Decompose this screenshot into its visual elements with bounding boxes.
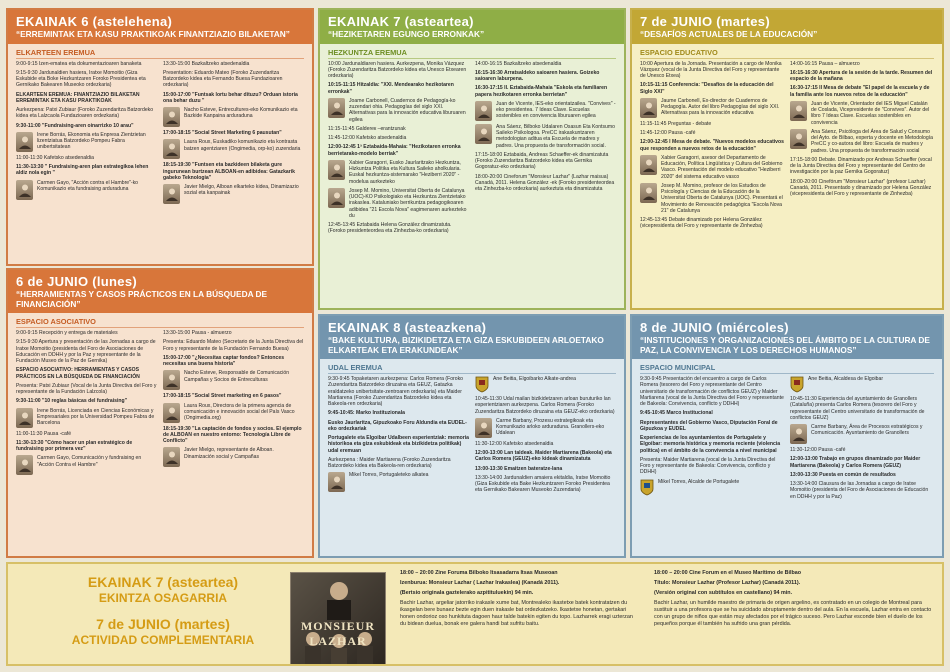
panel-7-de-junio bbox=[630, 8, 944, 310]
schedule-item: 15:00-17:00 "Funtsak lortu behar dituzu? Orduan istoria ona behar duzu " bbox=[163, 91, 298, 104]
schedule-item: 11:30-12:00 Pausa -café bbox=[790, 447, 846, 454]
schedule-item: 16:30-17:15 II Mesa de debate "El papel de la escuela y de la familia ante los nuevos retos de la educación" bbox=[790, 85, 930, 98]
activity-title: ACTIVIDAD COMPLEMENTARIA bbox=[71, 633, 255, 647]
schedule-item: 10:45-11:30 Experiencia del ayuntamiento de Granollers (Cataluña) presenta Carlos Romera (tesorero del Foro y representante del Centro universitario de transformación de conflictos GEUZ) bbox=[790, 396, 925, 421]
theme-title: “HEZIKETAREN EGUNGO ERRONKAK” bbox=[328, 29, 485, 39]
speaker bbox=[163, 403, 304, 423]
schedule-item: Portugalete eta Elgoibar Udalbeеn esperientziak: memoria historikoa eta giza eskubideak eta bizikidetza politikak) udal eremuan bbox=[328, 435, 469, 454]
speaker bbox=[163, 184, 304, 204]
panel-header bbox=[320, 10, 624, 44]
schedule-item: 12:00-13:00 Trabajo en grupos dinamizado por Maider Martiarena (Bakeola) y Carlos Romera (GEUZ) bbox=[790, 456, 921, 469]
speaker-photo-icon bbox=[163, 447, 180, 467]
schedule-item: Aurkezpena : Maider Martiarena (Foroko Zuzendaritza Batzordeko kidea eta Bakeola-ren ordezkaria) bbox=[328, 456, 451, 470]
schedule-item: 18:15-19:30 "La captación de fondos y socios. El ejemplo de ALBOAN en nuestro entorno: Tecnología Libre de Conflicto" bbox=[163, 425, 302, 445]
schedule-item: 11:15-11:45 Preguntas - debate bbox=[640, 120, 712, 127]
speaker-photo-icon bbox=[16, 455, 33, 475]
speaker-photo-icon bbox=[16, 132, 33, 152]
schedule-item: 14:00-16:15 Pausa – almuerzo bbox=[790, 60, 860, 67]
complementary-activity-panel bbox=[6, 562, 944, 666]
schedule-item: Presentation: Eduardo Mateo (Foroko Zuzendaritza Batzordeko kidea eta Fernando Buesa Fundazioaren ordezkaria) bbox=[163, 69, 283, 89]
speaker-bio: Joame Carbonell, Cuadernos de Pedagogía-ko zuzendari ohia. Pedagogías del siglo XXI. Alternativas para la innovación educativa liburuaren egilea bbox=[349, 97, 466, 123]
speaker-bio: Carme Barbany, Área de Procesos estratégicos y Comunicación. Ayuntamiento de Granollers bbox=[811, 424, 923, 437]
schedule-item: 13:00-13:30 Emaitzen bateratze-lana bbox=[475, 465, 563, 472]
speaker-photo-icon bbox=[163, 107, 180, 127]
speaker-bio: Nacho Esteve, Entrecultures-eko Komunikazio eta Bazkide Kanpaina arduraduna bbox=[184, 107, 298, 120]
speaker bbox=[640, 183, 784, 214]
section-title: ESPACIO ASOCIATIVO bbox=[16, 317, 304, 328]
section-title: HEZKUNTZA EREMUA bbox=[328, 48, 616, 59]
schedule-item: Experiencias de los ayuntamientos de Portugalete y Elgoibar: memoria histórica y memoria reciente (violencia política) en el ámbito de la convivencia a nivel municipal bbox=[640, 435, 781, 454]
speaker bbox=[328, 160, 469, 185]
theme-title: “ERREMINTAK ETA KASU PRAKTIKOAK FINANTZIAZIO BILAKETAN” bbox=[16, 29, 290, 39]
speaker-photo-icon bbox=[475, 101, 492, 121]
schedule-item: 9:30-11:00 "Fundraising-aren oinarrizko 10 arau" bbox=[16, 122, 134, 129]
speaker-bio: Laura Roux, Directora de la primera agencia de comunicación e innovación social del País Vasco (Ongimedia.org) bbox=[184, 402, 295, 422]
speaker bbox=[640, 155, 784, 180]
speaker bbox=[475, 101, 616, 121]
film-synopsis: Bachir Lazhar, argeliar jatorriko irakasle xume bat, Montrealeko ikastetxe batek kontratatzen du ikasgelan bere bunaez bezte egin duen irakasle bat ordezkatzeko. Ikastetxe honetan, gertakari honen ondorioz oso hunkituta dagoen haur talde batekin egiten du topo. Lazharrek eragi uzterzan du bidean dueluа, bonak ere galera handi bat sufritu baitu. bbox=[400, 600, 633, 628]
schedule-item: Presenta: Eduardo Mateo (Secretario de la Junta Directiva del Foro y representante de la Fundación Fernando Buesa) bbox=[163, 339, 304, 352]
speaker bbox=[475, 376, 616, 393]
speaker-bio: Ana Sáenz, Psicóloga del Área de Salud y Consumo del Ayto. de Bilbao, experta y docente en Metodología PreCC y co-autora del libro: Escuela de madres y padres. Una propuesta de transformación social bbox=[811, 128, 933, 154]
speaker-photo-icon bbox=[475, 418, 492, 438]
speaker-bio: Carmen Gayo, "Acción contra el Hambre"-ko Komunikazio eta fundraising arduraduna bbox=[37, 179, 139, 192]
speaker-bio: Javier Mielgo, Alboan elkarteko kidea, Dinamizazio sozial eta kanpainak bbox=[184, 184, 299, 197]
schedule-item: 11:00-11:30 Pausa -café bbox=[16, 430, 72, 437]
schedule-item: 11:45-12:00 Pausa -café bbox=[640, 130, 696, 137]
theme-title: “INSTITUCIONES Y ORGANIZACIONES DEL ÁMBITO DE LA CULTURA DE PAZ, LA CONVIVENCIA Y LOS DERECHOS HUMANOS” bbox=[640, 335, 930, 355]
speaker-photo-icon bbox=[790, 129, 807, 149]
speaker bbox=[163, 139, 304, 159]
schedule-item: 12:00-13:00 Lan taldeak. Maider Martiarena (Bakeola) eta Carlos Romera (GEUZ)-eko kideak dinamizatuta bbox=[475, 450, 612, 463]
speaker bbox=[163, 447, 304, 467]
panel-8-de-junio bbox=[630, 314, 944, 558]
speaker-photo-icon bbox=[475, 124, 492, 144]
day-heading: EKAINAK 6 (astelehena) bbox=[16, 14, 173, 29]
schedule-item: 11:15-11:45 Galdereк –erantzunak bbox=[328, 125, 406, 132]
film-synopsis: Bachir Lazhar, un humilde maestro de primaria de origen argelino, es contratado en un colegio de Montreal para sustituir a una profesora que se ha suicidado abruptamente dentro del aula. En la escuela, Lazhar entra en contacto con un grupo de niños que están muy afectados por el trágico suceso. Pero Lazhar esconde bien el duelo de los pequeños porque él también ha sufrido una gran pérdida. bbox=[654, 600, 932, 628]
schedule-item: Presenta: Maider Martiarena (vocal de la Junta Directiva del Foro y representante de Bakeola: Convivencia, conflicto y DDHH) bbox=[640, 456, 776, 476]
speaker-bio: Irene Borrás, Licenciada en Ciencias Económicas y Empresariales por la Universidad Pompeu Fabra de Barcelona bbox=[37, 407, 155, 427]
schedule-item: ELKARTEEN EREMUA: FINANTZIAZIO BILAKETAN ERREMINTAK ETA KASU PRAKTIKOAK bbox=[16, 91, 140, 104]
schedule-item: Representantes del Gobierno Vasco, Diputación Foral de Gipuzkoa y EUDEL bbox=[640, 419, 778, 432]
day-heading: 8 de JUNIO (miércoles) bbox=[640, 320, 789, 335]
section-title: UDAL EREMUA bbox=[328, 363, 616, 374]
speaker-photo-icon bbox=[328, 472, 345, 492]
speaker bbox=[640, 479, 784, 496]
speaker bbox=[328, 98, 469, 123]
schedule-item: 13:30-14:00 Jardunaldien amaiera ekitaldia, Iratxe Momoitio (Giza Eskubide eta Bake Hezkuntzaren Foroko Presidentea eta Gernikako Bakearen Museoko Zuzendaria) bbox=[475, 474, 611, 494]
speaker bbox=[640, 98, 784, 118]
schedule-item: 18:00-20:00 Cinefórum "Monsieur Lazhar" (profesor Lazhar) Canadá, 2011. Presentado y dinamizado por Helena González (vicepresidenta del Foro y representante de Zinhezba) bbox=[790, 178, 932, 198]
schedule-item: 18:15-19:30 "Funtsen eta bazkideen bilaketa gure ingurunean burtzean ALBOAN-en adibidea: Gatazkarik gabeko Teknologia" bbox=[163, 162, 295, 181]
municipal-crest-icon bbox=[475, 376, 489, 393]
day-heading: 6 de JUNIO (lunes) bbox=[16, 274, 137, 289]
film-version: (Bertsio originala gaztelerako azpitituluekin) 94 min. bbox=[400, 590, 534, 597]
speaker bbox=[475, 418, 616, 438]
schedule-item: 9:00-9:15 Recepción y entrega de materiales bbox=[16, 330, 118, 337]
theme-title: “HERRAMIENTAS Y CASOS PRÁCTICOS EN LA BÚSQUEDA DE FINANCIACIÓN” bbox=[16, 289, 268, 309]
speaker-photo-icon bbox=[790, 101, 807, 121]
speaker-bio: Ana Sáenz, Bilboko Udalaren Osasun Eta Kontsumo Saileko Psikologoa. PreCC irakaskuntzaren metodologian adituа eta Escuela de madres y padres. Una propuesta de transformación social. bbox=[496, 123, 615, 149]
film-description-es bbox=[654, 570, 936, 631]
panel-ekainak-8 bbox=[318, 314, 626, 558]
speaker bbox=[163, 370, 304, 390]
speaker-photo-icon bbox=[163, 184, 180, 204]
film-title: Título: Monsieur Lazhar (Profesor Lazhar) (Canadá 2011). bbox=[654, 580, 801, 587]
municipal-crest-icon bbox=[640, 479, 654, 496]
speaker-photo-icon bbox=[328, 98, 345, 118]
film-schedule: 18:00 – 20:00 Cine Forum en el Museo Marítimo de Bilbao bbox=[654, 570, 802, 576]
schedule-item: 13:00-13:30 Puesta en común de resultados bbox=[790, 471, 896, 478]
speaker-bio: Irene Borrás, Ekonomia eta Enpresa Zientzietan lizentziatua Batzordeko Pompeu Fabra unibertsitatean bbox=[37, 131, 146, 151]
theme-title: “BAKE KULTURA, BIZIKIDETZA ETA GIZA ESKUBIDEEN ARLOETAKO ELKARTEAK ETA ERAKUNDEAK” bbox=[328, 335, 604, 355]
schedule-item: Euskо Jaurlaritza, Gipuzkoako Foru Aldundia eta EUDEL-eko ordezkariak bbox=[328, 419, 467, 432]
day-heading: EKAINAK 7 (asteartea) bbox=[328, 14, 474, 29]
panel-header bbox=[320, 316, 624, 359]
speaker-bio: Nacho Esteve, Responsable de Comunicación Campañas y Socios de Entreculturas bbox=[184, 370, 290, 383]
speaker-bio: Javier Mielgo, representante de Alboan. Dinamización social y Campañas bbox=[184, 447, 274, 460]
film-poster-title: MONSIEUR LAZHAR bbox=[300, 619, 375, 648]
day-heading: 7 de JUNIO (martes) bbox=[640, 14, 770, 29]
section-title: ESPACIO MUNICIPAL bbox=[640, 363, 934, 374]
schedule-item: 12:00-12:45 I Mesa de debate. "Nuevos modelos educativos que responden a nuevos retos de la educación" bbox=[640, 139, 784, 152]
schedule-item: 17:00-18:15 "Social Street marketing en 6 pasos" bbox=[163, 393, 282, 400]
speaker bbox=[790, 376, 934, 393]
schedule-item: 14:00-16:15 Bazkaltzeko atsedenaldia bbox=[475, 60, 562, 67]
speaker-photo-icon bbox=[16, 180, 33, 200]
film-title: Izenburua: Monsieur Lazhar ( Lazhar Irakaslea) (Kanadá 2011). bbox=[400, 580, 560, 587]
theme-title: “DESAFÍOS ACTUALES DE LA EDUCACIÓN” bbox=[640, 29, 818, 39]
schedule-item: 10:00 Jardunaldiaren hasiera. Aurkezpena, Monika Vázquez (Foroko Zuzendaritza Batzordeko kidea eta Unesco Etxearen ordezkaria) bbox=[328, 60, 467, 80]
complementary-activity-heading-es bbox=[48, 616, 278, 647]
speaker bbox=[790, 101, 934, 126]
schedule-item: 13:30-15:00 Bazkaltzeko atsedenaldia bbox=[163, 60, 250, 67]
speaker bbox=[16, 455, 157, 475]
schedule-item: 12:45-13:45 Eztabaida Helena González dinamizatuta. (Foroko presidenteordea eta Zinhezba-ko ordezkaria) bbox=[328, 222, 452, 235]
speaker-bio: Juan de Vicente, IES-eko orientatzailea. "Convives" -eko presidentea. 7 Ideas Clave. Escuelas sostenibles en convivencia liburuaren egilea bbox=[496, 100, 616, 120]
day-heading: EKAINAK 8 (asteazkena) bbox=[328, 320, 487, 335]
speaker bbox=[16, 132, 157, 152]
schedule-item: 11:30-13:30 " Fundraising-aren plan estrategikoa lehen aldiz nola egin " bbox=[16, 164, 149, 177]
speaker-bio: Josep M. Momino, Universitat Oberta de Catalunya (UOC)-KO Psikologiako eta Hezkuntza Zientzietako irakaslea. Kataluniako berrikuntza pedagogikoaren adibidea "21 Escola Nova" eagimenaren aurkezteko du bbox=[349, 187, 467, 219]
speaker-bio: Xabier Garagorri, Euskо Jaurlaritzako Hezkuntza, Hizkuntza Politika eta Kultura Saileko aholkularia. Euskal hezkuntza-sistemarako "Heziberri 2020" -modeluа aurkezteko bbox=[349, 159, 461, 185]
speaker-bio: Mikel Torres, Alcalde de Portugalete bbox=[658, 478, 740, 485]
schedule-item: 17:15-18:00 Debate. Dinamizado por Andreas Schaeffer (vocal de la Junta Directiva del Foro y representante del Centro de investigación por la paz Gernika Gogoratuz) bbox=[790, 156, 932, 176]
speaker bbox=[790, 129, 934, 154]
speaker-bio: Carmen Gayo, Comunicación y fundraising en "Acción Contra el Hambre" bbox=[37, 455, 142, 468]
speaker bbox=[790, 424, 934, 444]
schedule-item: 12:00-12:45 1ª Eztabaida-Mahaia: "Hezikotaren erronka berrietarako-modelo berriak" bbox=[328, 144, 461, 157]
speaker bbox=[16, 408, 157, 428]
speaker-bio: Ane Beitia, Alcaldesa de Elgoibar bbox=[808, 376, 884, 383]
schedule-item: 9:30-9:45 Presentación del encuentro a cargo de Carlos Romera (tesorero del Foro y representante del Centro universitario de transformación de conflictos GEUZ) y Maider Martiarena (vocal de la Junta Directiva del Foro y representante de Bakeola: Convivencia, conflicto y DDHH) bbox=[640, 376, 784, 408]
schedule-item: 16:15-16:30 Arratsaldeko saioaren hasiera. Goizeko saioaren laburpena. bbox=[475, 69, 600, 83]
schedule-item: Presenta: Patxi Zubiaur (Vocal de la Junta Directiva del Foro y representante de la Fundación Lalzcola) bbox=[16, 382, 157, 396]
panel-header bbox=[8, 10, 312, 44]
schedule-item: 13:30-15:00 Pausa - almuerzo bbox=[163, 330, 232, 337]
schedule-item: 11:00-11:30 Kafetsko atsedenaldia bbox=[16, 154, 94, 161]
speaker bbox=[475, 124, 616, 149]
schedule-item: 10:15-11:15 Hitzaldia: "XXI. Mendearako hezikotaren erronkak" bbox=[328, 82, 454, 95]
activity-title: EKINTZA OSAGARRIA bbox=[98, 591, 228, 605]
speaker-photo-icon bbox=[328, 188, 345, 208]
schedule-item: 10:00 Apertura de la Jornada. Presentación a cargo de Monika Vázquez (vocal de la Junta Directiva del Foro y representante de Unesco Etxea) bbox=[640, 60, 782, 80]
schedule-item: 18:00-20:00 Cineforum "Monsieur Lazhar" (Lazhar maisua) Canadá, 2011. Helena González -ek (Foroko presidenteordea eta Zinhezba-ko ordezkaria) aurkeztuta eta dinamizatuta bbox=[475, 173, 615, 193]
speaker bbox=[16, 180, 157, 200]
film-description-eu bbox=[400, 570, 640, 631]
speaker-photo-icon bbox=[640, 183, 657, 203]
film-schedule: 18:00 – 20:00 Zine Foruma Bilboko Itsasadarra Itsas Museoan bbox=[400, 570, 558, 576]
section-title: ESPACIO EDUCATIVO bbox=[640, 48, 934, 59]
schedule-item: 9:30-9:45 Topaketaren aurkezpena: Carlos Romera (Foroko Zuzendaritza Batzordeko diruzaina eta GEUZ, Gatazka eraldatzeko unibertsitate-zentroaren ordezkaria) eta Maider Martiarena (Foroko Zuzendaritza Batzordeko kidea eta Bakeola-ren ordezkaria) bbox=[328, 376, 463, 408]
speaker-photo-icon bbox=[640, 98, 657, 118]
speaker-photo-icon bbox=[163, 370, 180, 390]
schedule-item: 11:30-13:30 "Cómo hacer un plan estratégico de fundraising por primera vez" bbox=[16, 439, 133, 453]
schedule-item: 15:00-17:00 "¿Necesitas captar fondos? Entonces necesitas una buena historia" bbox=[163, 354, 285, 368]
schedule-item: 9:45-10:45: Marko Instituzionala bbox=[328, 410, 405, 417]
speaker bbox=[163, 107, 304, 127]
panel-6-de-junio bbox=[6, 268, 314, 558]
schedule-item: 17:15-18:00 Eztabaida, Andreas Schaeffer-ek dinamizatuta (Foroko Zuzendaritza Batzordeko kidea eta Gernika Gogoratuz-eko ordezkaria) bbox=[475, 151, 609, 171]
schedule-item: 9:45-10:45 Marco Institucional bbox=[640, 410, 713, 417]
schedule-item: Aurkezpena: Patxi Zubiaur (Foroko Zuzendaritza Batzordeko kidea eta Lalzcaola Fundazioaren ordezkaria) bbox=[16, 107, 154, 120]
schedule-item: 16:30-17:15 II. Eztabaida-Mahaia "Eskola eta familiaren papera hezikotaren erronka berrietan" bbox=[475, 85, 608, 98]
speaker-bio: Juan de Vicente, Orientador del IES Miguel Catalán de Coslada, Vicepresidente de "Convives". Autor del libro 7 Ideas Clave. Escuelas sostenibles en convivencia bbox=[811, 100, 930, 126]
schedule-item: 10:15-11:15 Conferencia: "Desafíos de la educación del Siglo XXI" bbox=[640, 82, 774, 95]
day-heading: 7 de JUNIO (martes) bbox=[96, 616, 230, 632]
schedule-item: ESPACIO ASOCIATIVO: HERRAMIENTAS Y CASOS PRÁCTICOS EN LA BÚSQUEDA DE FINANCIACIÓN bbox=[16, 367, 140, 380]
speaker-bio: Xabier Garagorri, asesor del Departamento de Educación, Política Lingüística y Cultura del Gobierno Vasco. Presentación del modelo educativo "Heziberri 2020" del sistema educativo vasco bbox=[661, 154, 783, 180]
schedule-item: 13:30-14:00 Clausura de las Jornadas a cargo de Iratxe Momoitio (presidenta del Foro de Asociaciones de Educación en DDHH y por la Paz) bbox=[790, 481, 929, 500]
panel-header bbox=[8, 270, 312, 313]
speaker-photo-icon bbox=[640, 155, 657, 175]
speaker-photo-icon bbox=[328, 160, 345, 180]
schedule-item: 16:15-16:30 Apertura de la sesión de la tarde. Resumen del espacio de la mañana bbox=[790, 69, 933, 83]
schedule-item: 9:00-9:15 Izen-emateа eta dokumentazioaren banaketa bbox=[16, 60, 142, 67]
schedule-item: 10:45-11:30 Udal mailan bizikidetzaren arloan buruturiko lan esperientziaren aurkezpena. Carlos Romera (Foroko Zuzendaritza Batzordeko diruzaina eta GEUZ-eko ordezkaria) bbox=[475, 396, 615, 415]
speaker-photo-icon bbox=[163, 403, 180, 423]
schedule-item: 12:45-13:45 Debate dinamizado por Helena González (vicepresidenta del Foro y representante de Zinhezba) bbox=[640, 217, 763, 230]
speaker-bio: Carme Barbany, Prozesu estrategikoak eta Komunikazio arloko arduraduna. Granollers-eko Udalean bbox=[496, 417, 605, 437]
panel-header bbox=[632, 10, 942, 44]
schedule-item: 17:00-18:15 "Social Street Marketing 6 pausutan" bbox=[163, 130, 282, 137]
speaker-photo-icon bbox=[16, 408, 33, 428]
speaker-photo-icon bbox=[163, 139, 180, 159]
speaker-bio: Ane Beitia, Elgoibarko Alkate-andrea bbox=[493, 376, 576, 383]
schedule-item: 11:30-12:00 Kafetsko atsedenaldia bbox=[475, 440, 554, 447]
panel-ekainak-7 bbox=[318, 8, 626, 310]
film-poster bbox=[290, 572, 386, 666]
panel-header bbox=[632, 316, 942, 359]
schedule-item: 9:15-9:30 Apertura y presentación de las Jornadas a cargo de Iratxe Momoitio (presidenta del Foro de Asociaciones de Educación en DDHH y por la Paz y representante de la Fundación Museo de la Paz de Gernika) bbox=[16, 339, 156, 365]
speaker-bio: Jaume Carbonell, Ex-director de Cuadernos de Pedagogía. Autor del libro Pedagogías del siglo XXI. Alternativas para la innovación educativa bbox=[661, 97, 780, 117]
complementary-activity-heading-eu bbox=[48, 574, 278, 605]
film-version: (Versión original con subtítulos en castellano) 94 min. bbox=[654, 590, 793, 597]
speaker-bio: Mikel Torres, Portugaleteko alkatea bbox=[349, 472, 429, 479]
speaker bbox=[328, 188, 469, 219]
section-title: ELKARTEEN EREMUA bbox=[16, 48, 304, 59]
speaker bbox=[328, 472, 469, 492]
day-heading: EKAINAK 7 (asteartea) bbox=[87, 574, 239, 590]
schedule-item: 9:15-9:30 Jardunaldien hasiera, Iratxe Momoitio (Gizа Eskubide eta Boke Hezkuntzaren Foroko Presidentea eta Gernikako Bakearen Museoko ordezkaria) bbox=[16, 69, 146, 89]
speaker-bio: Laura Roux, Euskadiko komunikazio eta kontrasta batzen agentziaren (Ongimedia, orp-ko) zuzendaria bbox=[184, 139, 301, 152]
schedule-item: 11:45-12:00 Kafetsko atsedenaldia bbox=[328, 135, 407, 142]
municipal-crest-icon bbox=[790, 376, 804, 393]
speaker-photo-icon bbox=[790, 424, 807, 444]
speaker-bio: Josep M. Momino, profesor de los Estudios de Psicología y Ciencias de la Educación de la Universitat Oberta de Catalunya (UOC). Presentará el Movimiento de Renovación pedagógica "Escola Nova 21" de Catalunya bbox=[661, 182, 783, 214]
panel-ekainak-6 bbox=[6, 8, 314, 266]
schedule-item: 9:30-11:00 "10 reglas básicas del fundraising" bbox=[16, 398, 128, 405]
